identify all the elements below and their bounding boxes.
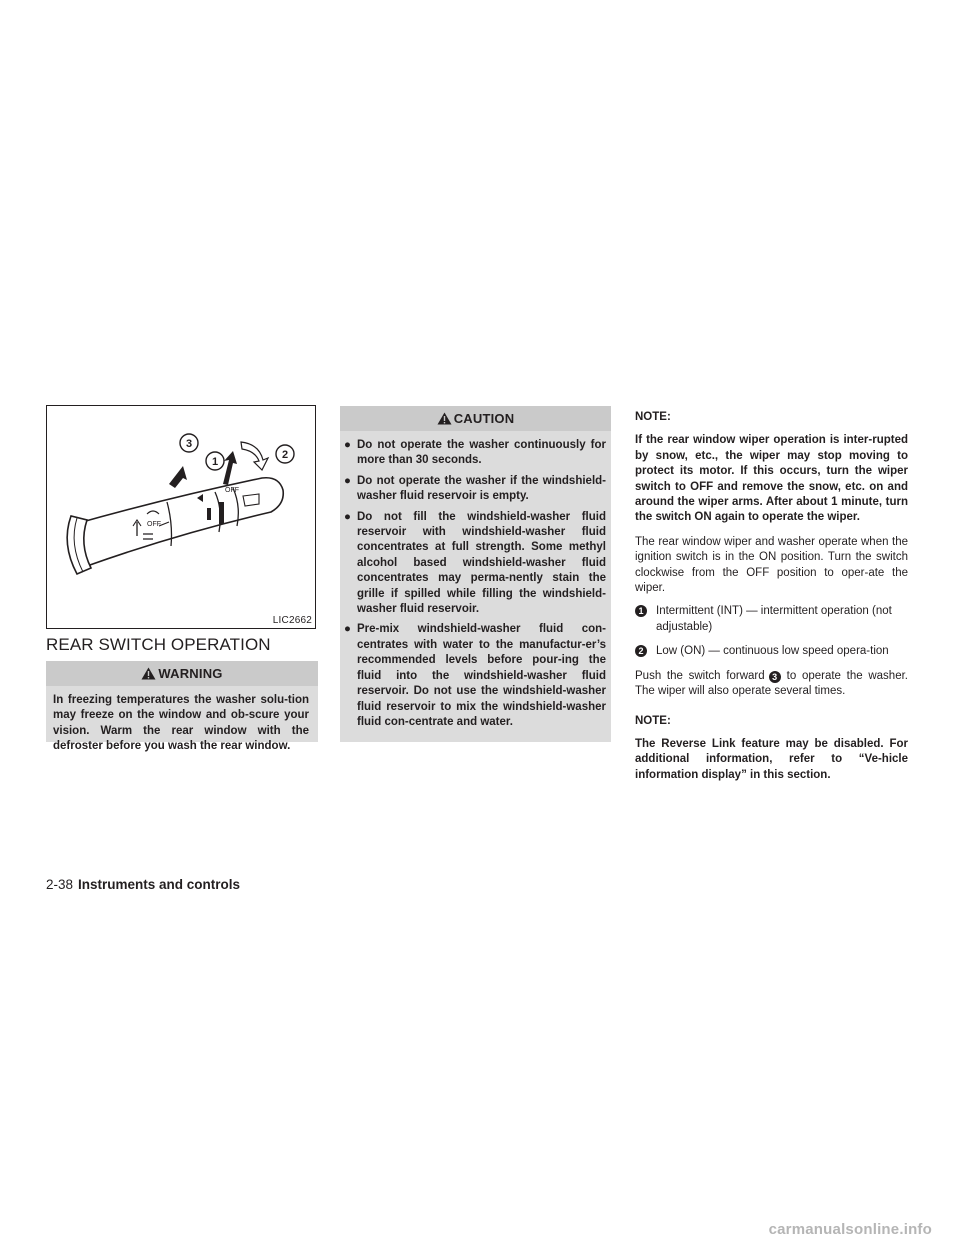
callout-1: 1 — [211, 456, 219, 468]
number-3-icon: 3 — [769, 671, 781, 683]
caution-item — [344, 474, 606, 505]
note-text: The Reverse Link feature may be disabled. For additional information, refer to “Ve-hicle information display” in this section. — [635, 737, 908, 781]
push-text-after: to operate the washer. The wiper will also operate several times. — [635, 669, 908, 698]
caution-title: CAUTION — [453, 411, 515, 426]
arrow-3-icon — [169, 466, 187, 488]
caution-triangle-icon — [437, 412, 452, 425]
note-heading: NOTE: — [635, 714, 671, 727]
list-item-text: Low (ON) — continuous low speed opera-tion — [656, 645, 889, 658]
lever-off-label-1: OFF — [147, 521, 161, 528]
intro-paragraph: The rear window wiper and washer operate when the ignition switch is in the ON position. Turn the switch clockwise from the OFF position to oper-ate the wiper. — [635, 535, 908, 595]
caution-item — [344, 438, 606, 469]
right-column — [635, 410, 908, 792]
wiper-lever-figure — [46, 405, 316, 629]
push-text-before: Push the switch forward — [635, 669, 765, 682]
warning-header — [46, 661, 318, 686]
caution-item-text: Do not operate the washer continuously for more than 30 seconds. — [357, 439, 606, 467]
bullet-icon: ● — [344, 474, 351, 487]
caution-item-text: Pre-mix windshield-washer fluid con-centrates with water to the manufactur-er’s recommended levels before pour-ing the fluid into the windshield-washer fluid reservoir. Do not use the windshield-washer fluid reservoir to mix the windshield-washer fluid con-centrate and water. — [357, 623, 606, 728]
push-paragraph — [635, 669, 908, 700]
lever-off-label-2: OFF — [225, 487, 239, 494]
bullet-icon: ● — [344, 510, 351, 523]
caution-item-text: Do not operate the washer if the windshield-washer fluid reservoir is empty. — [357, 474, 606, 503]
caution-item — [344, 622, 606, 730]
list-item — [635, 644, 908, 659]
number-2-icon: 2 — [635, 645, 647, 657]
bullet-icon: ● — [344, 439, 351, 451]
watermark: carmanualsonline.info — [768, 1221, 932, 1238]
wiper-lever-illustration — [47, 406, 315, 628]
warning-box — [46, 661, 318, 753]
list-item-text: Intermittent (INT) — intermittent operation (not adjustable) — [656, 605, 892, 633]
number-1-icon: 1 — [635, 605, 647, 617]
figure-code: LIC2662 — [272, 615, 312, 626]
warning-triangle-icon — [141, 667, 156, 680]
note-heading: NOTE: — [635, 411, 671, 423]
arrow-1-icon — [223, 451, 237, 485]
bullet-icon: ● — [344, 623, 351, 636]
caution-header — [340, 406, 611, 431]
callout-2: 2 — [281, 449, 289, 461]
section-title: REAR SWITCH OPERATION — [46, 635, 271, 654]
arrow-2-icon — [241, 442, 268, 470]
warning-title: WARNING — [158, 666, 223, 681]
caution-item-text: Do not fill the windshield-washer fluid reservoir with windshield-washer fluid concentrates at full strength. Some methyl alcohol based windshield-washer fluid concentrates may perma-nently stain the grille if spilled while filling the windshield-washer fluid reservoir. — [357, 510, 606, 616]
caution-box — [340, 406, 611, 742]
callout-3: 3 — [185, 438, 193, 450]
note-text: If the rear window wiper operation is inter-rupted by snow, etc., the wiper may stop moving to protect its motor. If this occurs, turn the wiper switch to OFF and remove the snow, etc. on and around the wiper arms. After about 1 minute, turn the switch ON again to operate the wiper. — [635, 434, 908, 524]
list-item — [635, 604, 908, 635]
caution-item — [344, 510, 606, 618]
page-number: 2-38 — [46, 877, 74, 892]
chapter-title: Instruments and controls — [78, 877, 241, 892]
caution-list — [340, 431, 611, 739]
page-footer — [46, 877, 240, 892]
warning-text: In freezing temperatures the washer solu-tion may freeze on the window and ob-scure your vision. Warm the rear window with the defroster before you wash the rear window. — [53, 694, 309, 753]
